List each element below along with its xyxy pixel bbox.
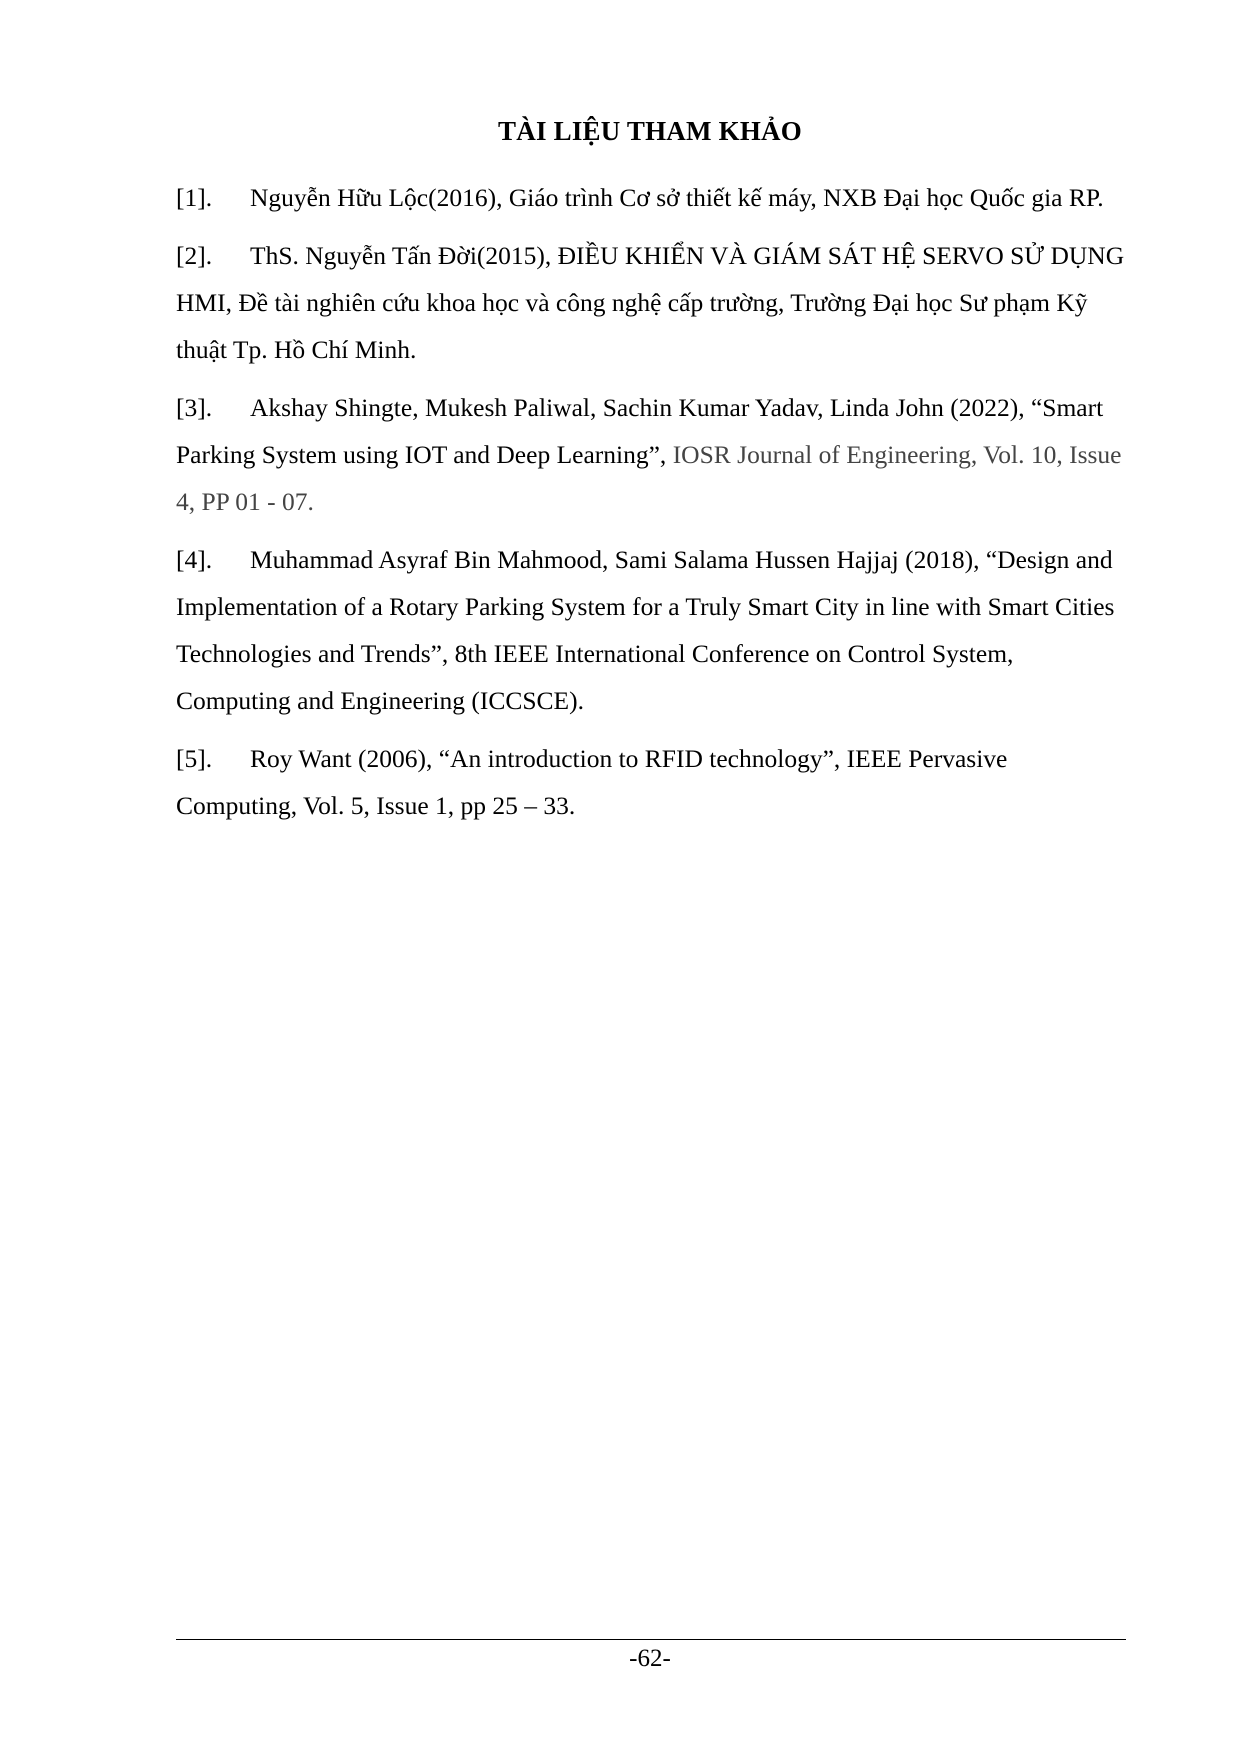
reference-number: [3]. <box>176 393 213 422</box>
reference-text: Akshay Shingte, Mukesh Paliwal, Sachin Kumar Yadav, Linda John (2022), “Smart Parking System using IOT and Deep Learning”, <box>176 393 1104 469</box>
reference-text: ThS. Nguyễn Tấn Đời(2015), ĐIỀU KHIỂN VÀ GIÁM SÁT HỆ SERVO SỬ DỤNG HMI, Đề tài nghiên cứu khoa học và công nghệ cấp trường, Trường Đại học Sư phạm Kỹ thuật Tp. Hồ Chí Minh. <box>176 241 1125 364</box>
page-number: -62- <box>629 1645 671 1672</box>
page-title: TÀI LIỆU THAM KHẢO <box>498 116 802 146</box>
reference-item-1 <box>176 174 1126 221</box>
reference-number: [5]. <box>176 744 213 773</box>
footer-divider <box>176 1639 1126 1640</box>
reference-item-3 <box>176 384 1126 525</box>
reference-item-2 <box>176 232 1126 373</box>
reference-number: [2]. <box>176 241 213 270</box>
reference-text: Roy Want (2006), “An introduction to RFID technology”, IEEE Pervasive Computing, Vol. 5, Issue 1, pp 25 – 33. <box>176 744 1008 820</box>
reference-text: Muhammad Asyraf Bin Mahmood, Sami Salama Hussen Hajjaj (2018), “Design and Implementation of a Rotary Parking System for a Truly Smart City in line with Smart Cities Technologies and Trends”, 8th IEEE International Conference on Control System, Computing and Engineering (ICCSCE). <box>176 545 1115 715</box>
reference-text: Nguyễn Hữu Lộc(2016), Giáo trình Cơ sở thiết kế máy, NXB Đại học Quốc gia RP. <box>250 183 1104 212</box>
reference-item-5 <box>176 735 1126 829</box>
reference-item-4 <box>176 536 1126 724</box>
reference-list <box>176 174 1126 840</box>
reference-number: [1]. <box>176 183 213 212</box>
reference-journal: IOSR Journal of Engineering, Vol. 10, Issue 4, PP 01 - 07. <box>176 440 1122 516</box>
reference-number: [4]. <box>176 545 213 574</box>
